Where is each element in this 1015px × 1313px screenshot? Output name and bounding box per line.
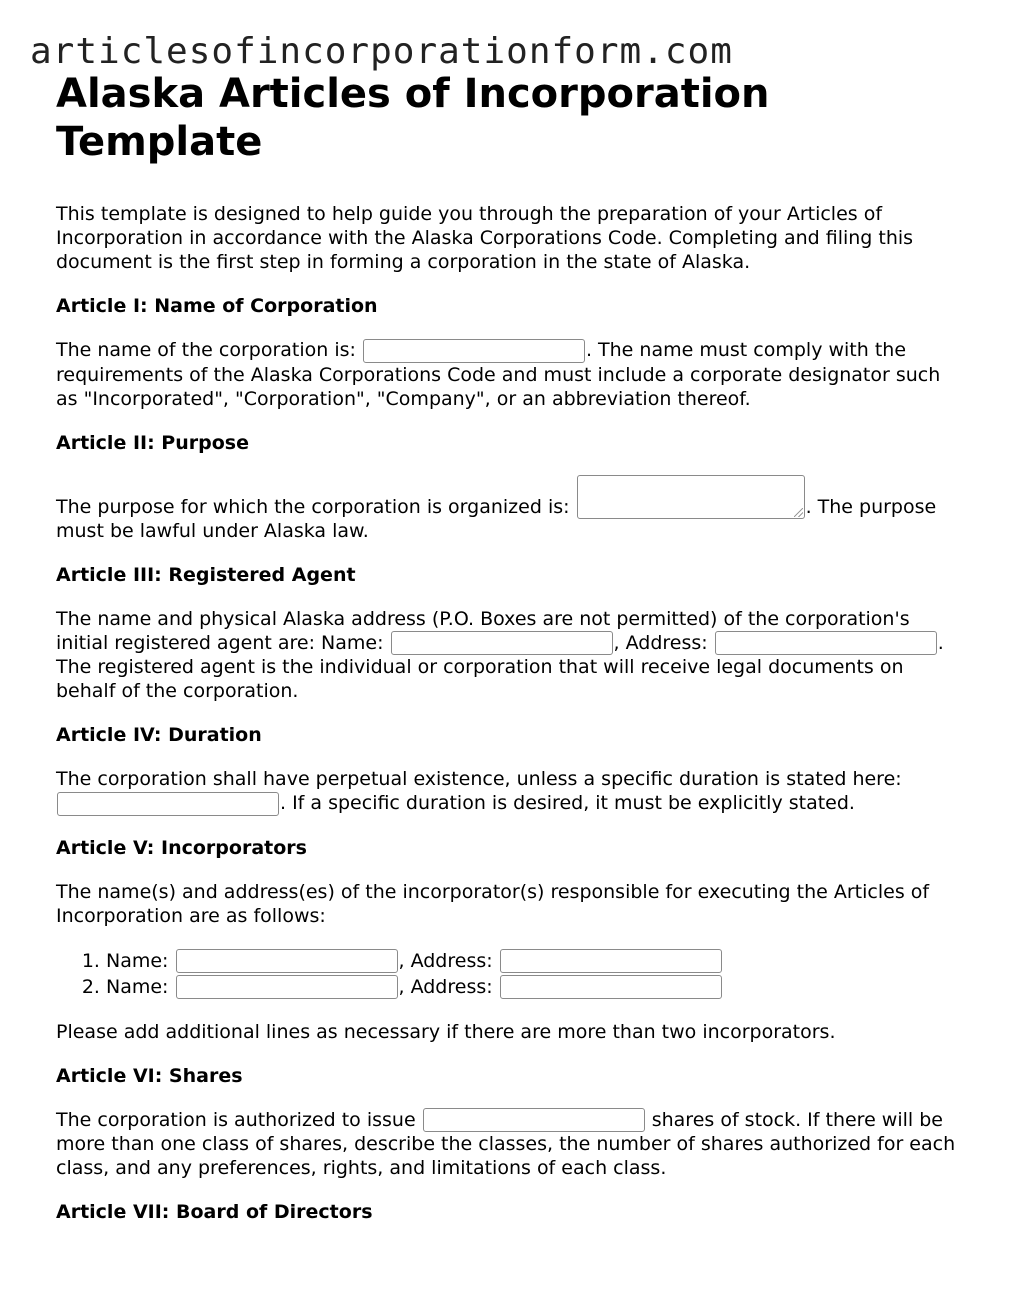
site-watermark: articlesofincorporationform.com [30,31,733,72]
article-4-heading: Article IV: Duration [56,724,262,746]
agent-address-input[interactable] [715,631,937,655]
article-5-text: The name(s) and address(es) of the incorporator(s) responsible for executing the Articles of Incorporation are as follows: [56,880,930,927]
list-item: 2. Name: , Address: [106,974,956,1000]
duration-input[interactable] [57,792,279,816]
resize-grip-icon[interactable] [794,508,803,517]
article-2-text: The purpose for which the corporation is organized is: . The purpose must be lawful under Alaska law. [56,475,956,543]
article-2-heading: Article II: Purpose [56,431,249,454]
intro-paragraph: This template is designed to help guide you through the preparation of your Articles of Incorporation in accordance with the Alaska Corporations Code. Completing and filing this document is the first step in forming a corporation in the state of Alaska. [56,203,914,273]
article-1-heading: Article I: Name of Corporation [56,295,378,317]
article-3-heading: Article III: Registered Agent [56,563,356,586]
agent-name-input[interactable] [391,631,613,655]
article-3-text: The name and physical Alaska address (P.O. Boxes are not permitted) of the corporation's initial registered agent are: Name: , Address: . The registered agent is the individual or corporation that will receive legal documents on behalf of the corporation. [56,607,944,702]
shares-input[interactable] [423,1108,645,1132]
incorporator-list [56,948,956,1000]
page-title: Alaska Articles of Incorporation Template [56,71,770,165]
purpose-textarea[interactable] [577,475,805,519]
article-5-note: Please add additional lines as necessary if there are more than two incorporators. [56,1020,836,1043]
article-4-text: The corporation shall have perpetual existence, unless a specific duration is stated here: . If a specific duration is desired, it must be explicitly stated. [56,768,902,814]
incorporator-1-name-input[interactable] [176,949,398,973]
article-5-heading: Article V: Incorporators [56,836,307,859]
article-6-heading: Article VI: Shares [56,1064,243,1087]
article-1-text: The name of the corporation is: . The name must comply with the requirements of the Alaska Corporations Code and must include a corporate designator such as "Incorporated", "Corporation", "Company", or an abbreviation thereof. [56,339,941,410]
article-6-text: The corporation is authorized to issue shares of stock. If there will be more than one class of shares, describe the classes, the number of shares authorized for each class, and any preferences, rights, and limitations of each class. [56,1108,956,1179]
incorporator-2-name-input[interactable] [176,975,398,999]
incorporator-2-address-input[interactable] [500,975,722,999]
incorporator-1-address-input[interactable] [500,949,722,973]
corporation-name-input[interactable] [363,339,585,363]
document [56,70,956,1244]
list-item: 1. Name: , Address: [106,948,956,974]
article-7-heading: Article VII: Board of Directors [56,1201,373,1223]
